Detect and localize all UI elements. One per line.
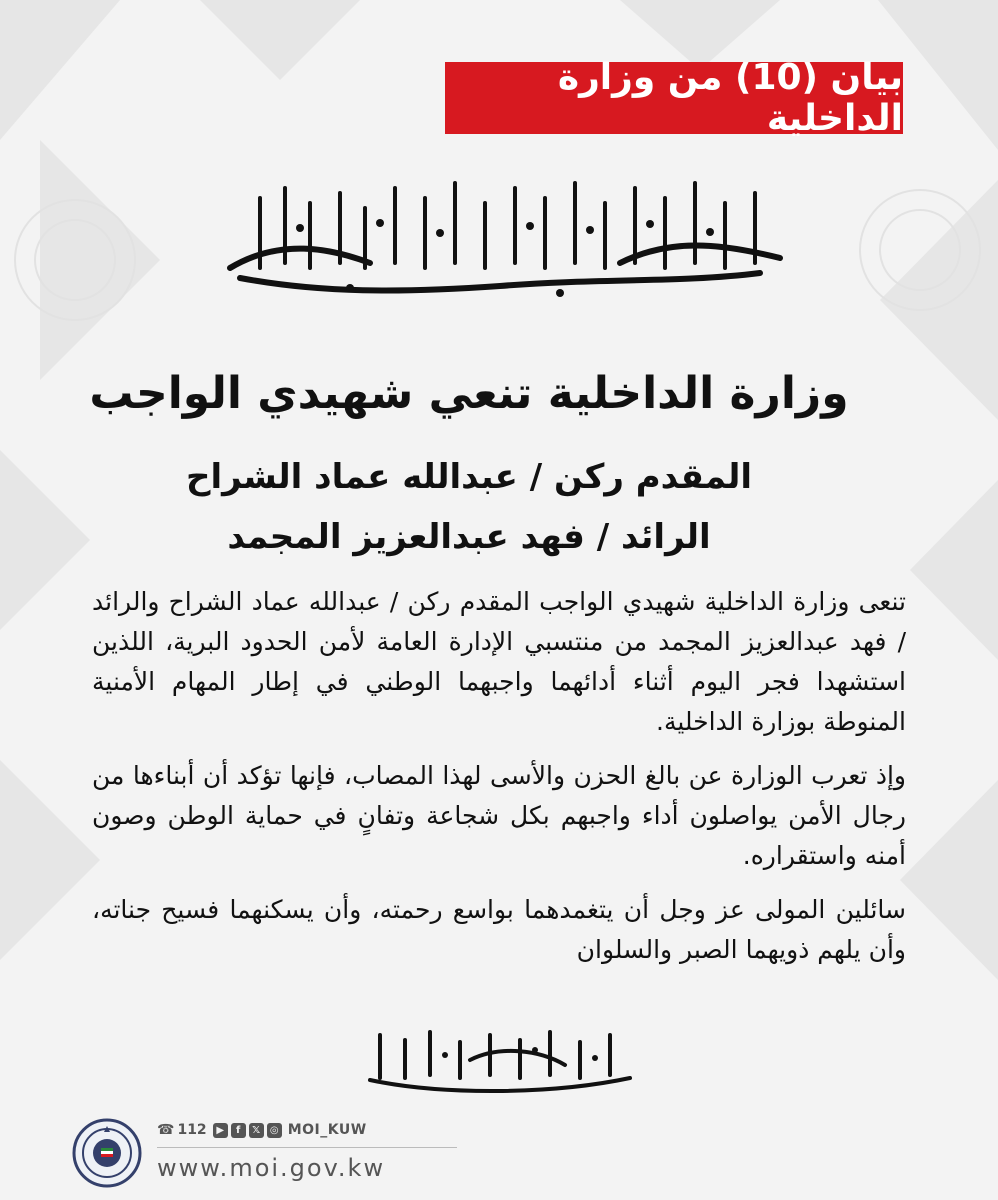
footer-divider (157, 1147, 457, 1148)
website-link[interactable]: www.moi.gov.kw (157, 1154, 386, 1182)
footer-contact-row (157, 1122, 367, 1138)
statement-banner (445, 57, 903, 139)
martyrs-names (60, 447, 878, 567)
body-paragraph-3: سائلين المولى عز وجل أن يتغمدهما بواسع رحمته، وأن يسكنهما فسيح جناته، وأن يلهم ذويهما الصبر والسلوان (92, 895, 906, 964)
social-icons (213, 1123, 282, 1138)
martyr-name-1: المقدم ركن / عبدالله عماد الشراح (185, 457, 752, 497)
statement-body (92, 582, 906, 984)
phone-number: 112 (177, 1122, 207, 1138)
phone-contact[interactable] (157, 1122, 207, 1138)
statement-headline: وزارة الداخلية تنعي شهيدي الواجب (89, 368, 849, 419)
social-handle[interactable]: MOI_KUW (287, 1122, 367, 1138)
youtube-icon[interactable]: ▶ (213, 1123, 228, 1138)
x-icon[interactable]: 𝕏 (249, 1123, 264, 1138)
phone-icon: ☎ (157, 1122, 175, 1138)
closing-calligraphy (350, 1020, 650, 1100)
quran-verse-calligraphy (200, 168, 800, 308)
kuwait-police-emblem-icon (72, 1118, 142, 1188)
banner-title: بيان (10) من وزارة الداخلية (557, 57, 903, 139)
body-paragraph-2: وإذ تعرب الوزارة عن بالغ الحزن والأسى لهذا المصاب، فإنها تؤكد أن أبناءها من رجال الأمن يواصلون أداء واجبهم بكل شجاعة وتفانٍ في حماية الوطن وصون أمنه واستقراره. (92, 761, 906, 870)
facebook-icon[interactable]: f (231, 1123, 246, 1138)
footer (72, 1118, 402, 1188)
body-paragraph-1: تنعى وزارة الداخلية شهيدي الواجب المقدم ركن / عبدالله عماد الشراح والرائد / فهد عبدالعزيز المجمد من منتسبي الإدارة العامة لأمن الحدود البرية، اللذين استشهدا فجر اليوم أثناء أدائهما واجبهما الوطني في إطار المهام الأمنية المنوطة بوزارة الداخلية. (92, 587, 906, 736)
instagram-icon[interactable]: ◎ (267, 1123, 282, 1138)
martyr-name-2: الرائد / فهد عبدالعزيز المجمد (227, 517, 711, 557)
